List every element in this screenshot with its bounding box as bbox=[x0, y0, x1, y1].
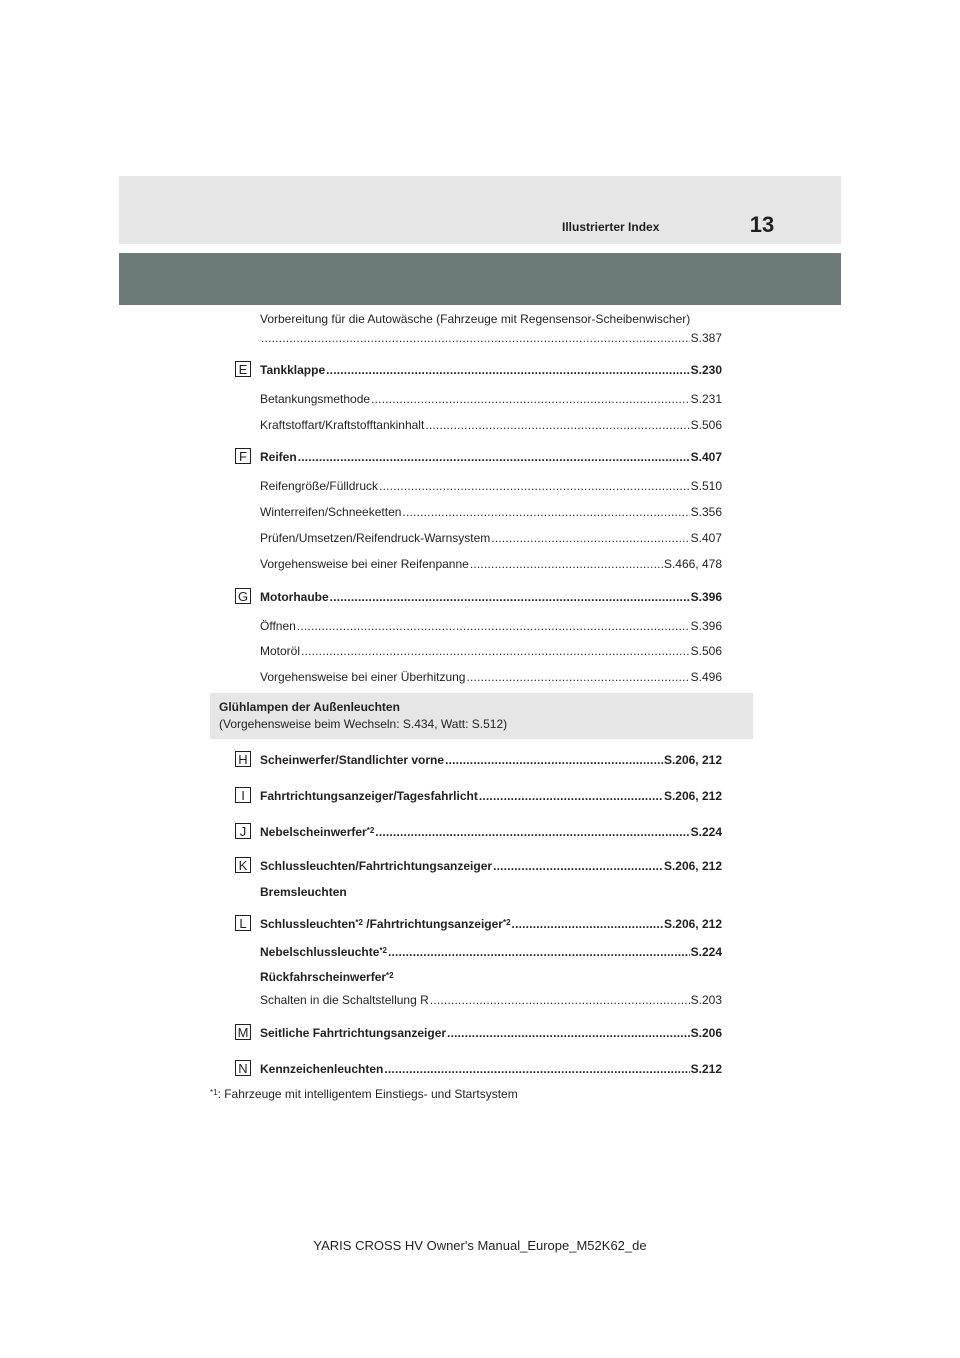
marker-l: L bbox=[235, 915, 251, 931]
entry-label: Tankklappe bbox=[260, 363, 326, 377]
entry-label: Schalten in die Schaltstellung R bbox=[260, 993, 429, 1007]
entry-label: Vorgehensweise bei einer Überhitzung bbox=[260, 670, 466, 684]
page-ref: S.206, 212 bbox=[663, 753, 722, 767]
page-ref: S.206 bbox=[690, 1026, 722, 1040]
entry-nebelscheinwerfer[interactable] bbox=[260, 824, 722, 840]
entry-reifen[interactable] bbox=[260, 449, 722, 465]
entry-fahrtrichtungsanzeiger[interactable] bbox=[260, 788, 722, 804]
entry-label: Motoröl bbox=[260, 644, 301, 658]
entry-schlussleuchten-fahrtrichtung[interactable] bbox=[260, 916, 722, 932]
entry-label: Öffnen bbox=[260, 619, 296, 633]
entry-schlussleuchten[interactable] bbox=[260, 858, 722, 874]
marker-g: G bbox=[235, 588, 251, 604]
marker-i: I bbox=[235, 787, 251, 803]
entry-kennzeichenleuchten[interactable] bbox=[260, 1061, 722, 1077]
footnote-ref: *2 bbox=[386, 971, 394, 980]
marker-h: H bbox=[235, 751, 251, 767]
entry-label: Vorgehensweise bei einer Reifenpanne bbox=[260, 557, 469, 571]
page-ref: S.396 bbox=[690, 590, 722, 604]
entry-seitliche-fahrtrichtungsanzeiger[interactable] bbox=[260, 1025, 722, 1041]
page-ref: S.224 bbox=[690, 945, 722, 959]
page-ref: S.466, 478 bbox=[663, 557, 722, 571]
page-ref: S.496 bbox=[690, 670, 722, 684]
marker-j: J bbox=[235, 823, 251, 839]
entry-label: Nebelschlussleuchte$^{*2}$ bbox=[260, 945, 387, 959]
entry-label: Reifen bbox=[260, 450, 297, 464]
entry-bremsleuchten[interactable]: Bremsleuchten bbox=[260, 885, 347, 899]
page-ref: S.510 bbox=[690, 479, 722, 493]
entry-tankklappe[interactable] bbox=[260, 362, 722, 378]
entry-nebelschlussleuchte[interactable] bbox=[260, 944, 722, 960]
list-item[interactable] bbox=[260, 669, 722, 685]
marker-n: N bbox=[235, 1060, 251, 1076]
list-item[interactable] bbox=[260, 417, 722, 433]
list-item[interactable] bbox=[260, 618, 722, 634]
illustration-bar bbox=[119, 253, 841, 305]
page-ref: S.356 bbox=[690, 505, 722, 519]
list-item[interactable] bbox=[260, 643, 722, 659]
list-item[interactable] bbox=[260, 556, 722, 572]
page-ref: S.206, 212 bbox=[663, 917, 722, 931]
entry-label: Scheinwerfer/Standlichter vorne bbox=[260, 753, 445, 767]
entry-label: Winterreifen/Schneeketten bbox=[260, 505, 402, 519]
entry-label: Kraftstoffart/Kraftstofftankinhalt bbox=[260, 418, 425, 432]
entry-label: Seitliche Fahrtrichtungsanzeiger bbox=[260, 1026, 447, 1040]
intro-entry[interactable] bbox=[260, 330, 722, 346]
entry-scheinwerfer[interactable] bbox=[260, 752, 722, 768]
bulb-info-title: Glühlampen der Außenleuchten bbox=[219, 700, 400, 714]
list-item[interactable] bbox=[260, 504, 722, 520]
entry-label: Nebelscheinwerfer$^{*2}$ bbox=[260, 825, 375, 839]
entry-motorhaube[interactable] bbox=[260, 589, 722, 605]
page-number: 13 bbox=[749, 212, 775, 237]
entry-label: Betankungsmethode bbox=[260, 392, 371, 406]
entry-label: Motorhaube bbox=[260, 590, 329, 604]
page-ref: S.387 bbox=[690, 331, 722, 345]
footnote-ref: *2 bbox=[379, 946, 387, 955]
marker-e: E bbox=[235, 361, 251, 377]
page-ref: S.206, 212 bbox=[663, 859, 722, 873]
footnote-marker: *1 bbox=[210, 1088, 218, 1097]
list-item[interactable] bbox=[260, 391, 722, 407]
entry-label: Reifengröße/Fülldruck bbox=[260, 479, 379, 493]
marker-m: M bbox=[235, 1024, 251, 1040]
page-ref: S.407 bbox=[690, 450, 722, 464]
list-item[interactable] bbox=[260, 530, 722, 546]
bulb-info-text: (Vorgehensweise beim Wechseln: S.434, Watt: S.512) bbox=[219, 717, 508, 731]
footnote-ref: *2 bbox=[366, 826, 375, 835]
section-title: Illustrierter Index bbox=[562, 220, 660, 234]
page-ref: S.506 bbox=[690, 418, 722, 432]
page-ref: S.506 bbox=[690, 644, 722, 658]
page-ref: S.224 bbox=[690, 825, 722, 839]
page-ref: S.230 bbox=[690, 363, 722, 377]
list-item[interactable] bbox=[260, 478, 722, 494]
entry-label: Kennzeichenleuchten bbox=[260, 1062, 384, 1076]
entry-label: Schlussleuchten/Fahrtrichtungsanzeiger bbox=[260, 859, 493, 873]
header-band bbox=[119, 176, 841, 244]
page-ref: S.203 bbox=[690, 993, 722, 1007]
marker-k: K bbox=[235, 857, 251, 873]
entry-label: Schlussleuchten$^{*2}$ /Fahrtrichtungsanzeiger$^{*2}$ bbox=[260, 917, 511, 931]
intro-text: Vorbereitung für die Autowäsche (Fahrzeuge mit Regensensor-Scheibenwischer) bbox=[260, 312, 691, 326]
footnote: $^{*1}$: Fahrzeuge mit intelligentem Einstiegs- und Startsystem bbox=[210, 1087, 518, 1101]
page-ref: S.212 bbox=[690, 1062, 722, 1076]
footnote-ref: *2 bbox=[502, 918, 511, 927]
page-ref: S.231 bbox=[690, 392, 722, 406]
document-footer: YARIS CROSS HV Owner's Manual_Europe_M52K62_de bbox=[313, 1238, 647, 1253]
entry-rueckfahrscheinwerfer[interactable]: Rückfahrscheinwerfer$^{*2}$ bbox=[260, 970, 394, 984]
page-ref: S.206, 212 bbox=[663, 789, 722, 803]
page-ref: S.396 bbox=[690, 619, 722, 633]
entry-label: Prüfen/Umsetzen/Reifendruck-Warnsystem bbox=[260, 531, 491, 545]
entry-label: Fahrtrichtungsanzeiger/Tagesfahrlicht bbox=[260, 789, 478, 803]
page-ref: S.407 bbox=[690, 531, 722, 545]
footnote-ref: *2 bbox=[355, 918, 363, 927]
list-item[interactable] bbox=[260, 992, 722, 1008]
marker-f: F bbox=[235, 448, 251, 464]
